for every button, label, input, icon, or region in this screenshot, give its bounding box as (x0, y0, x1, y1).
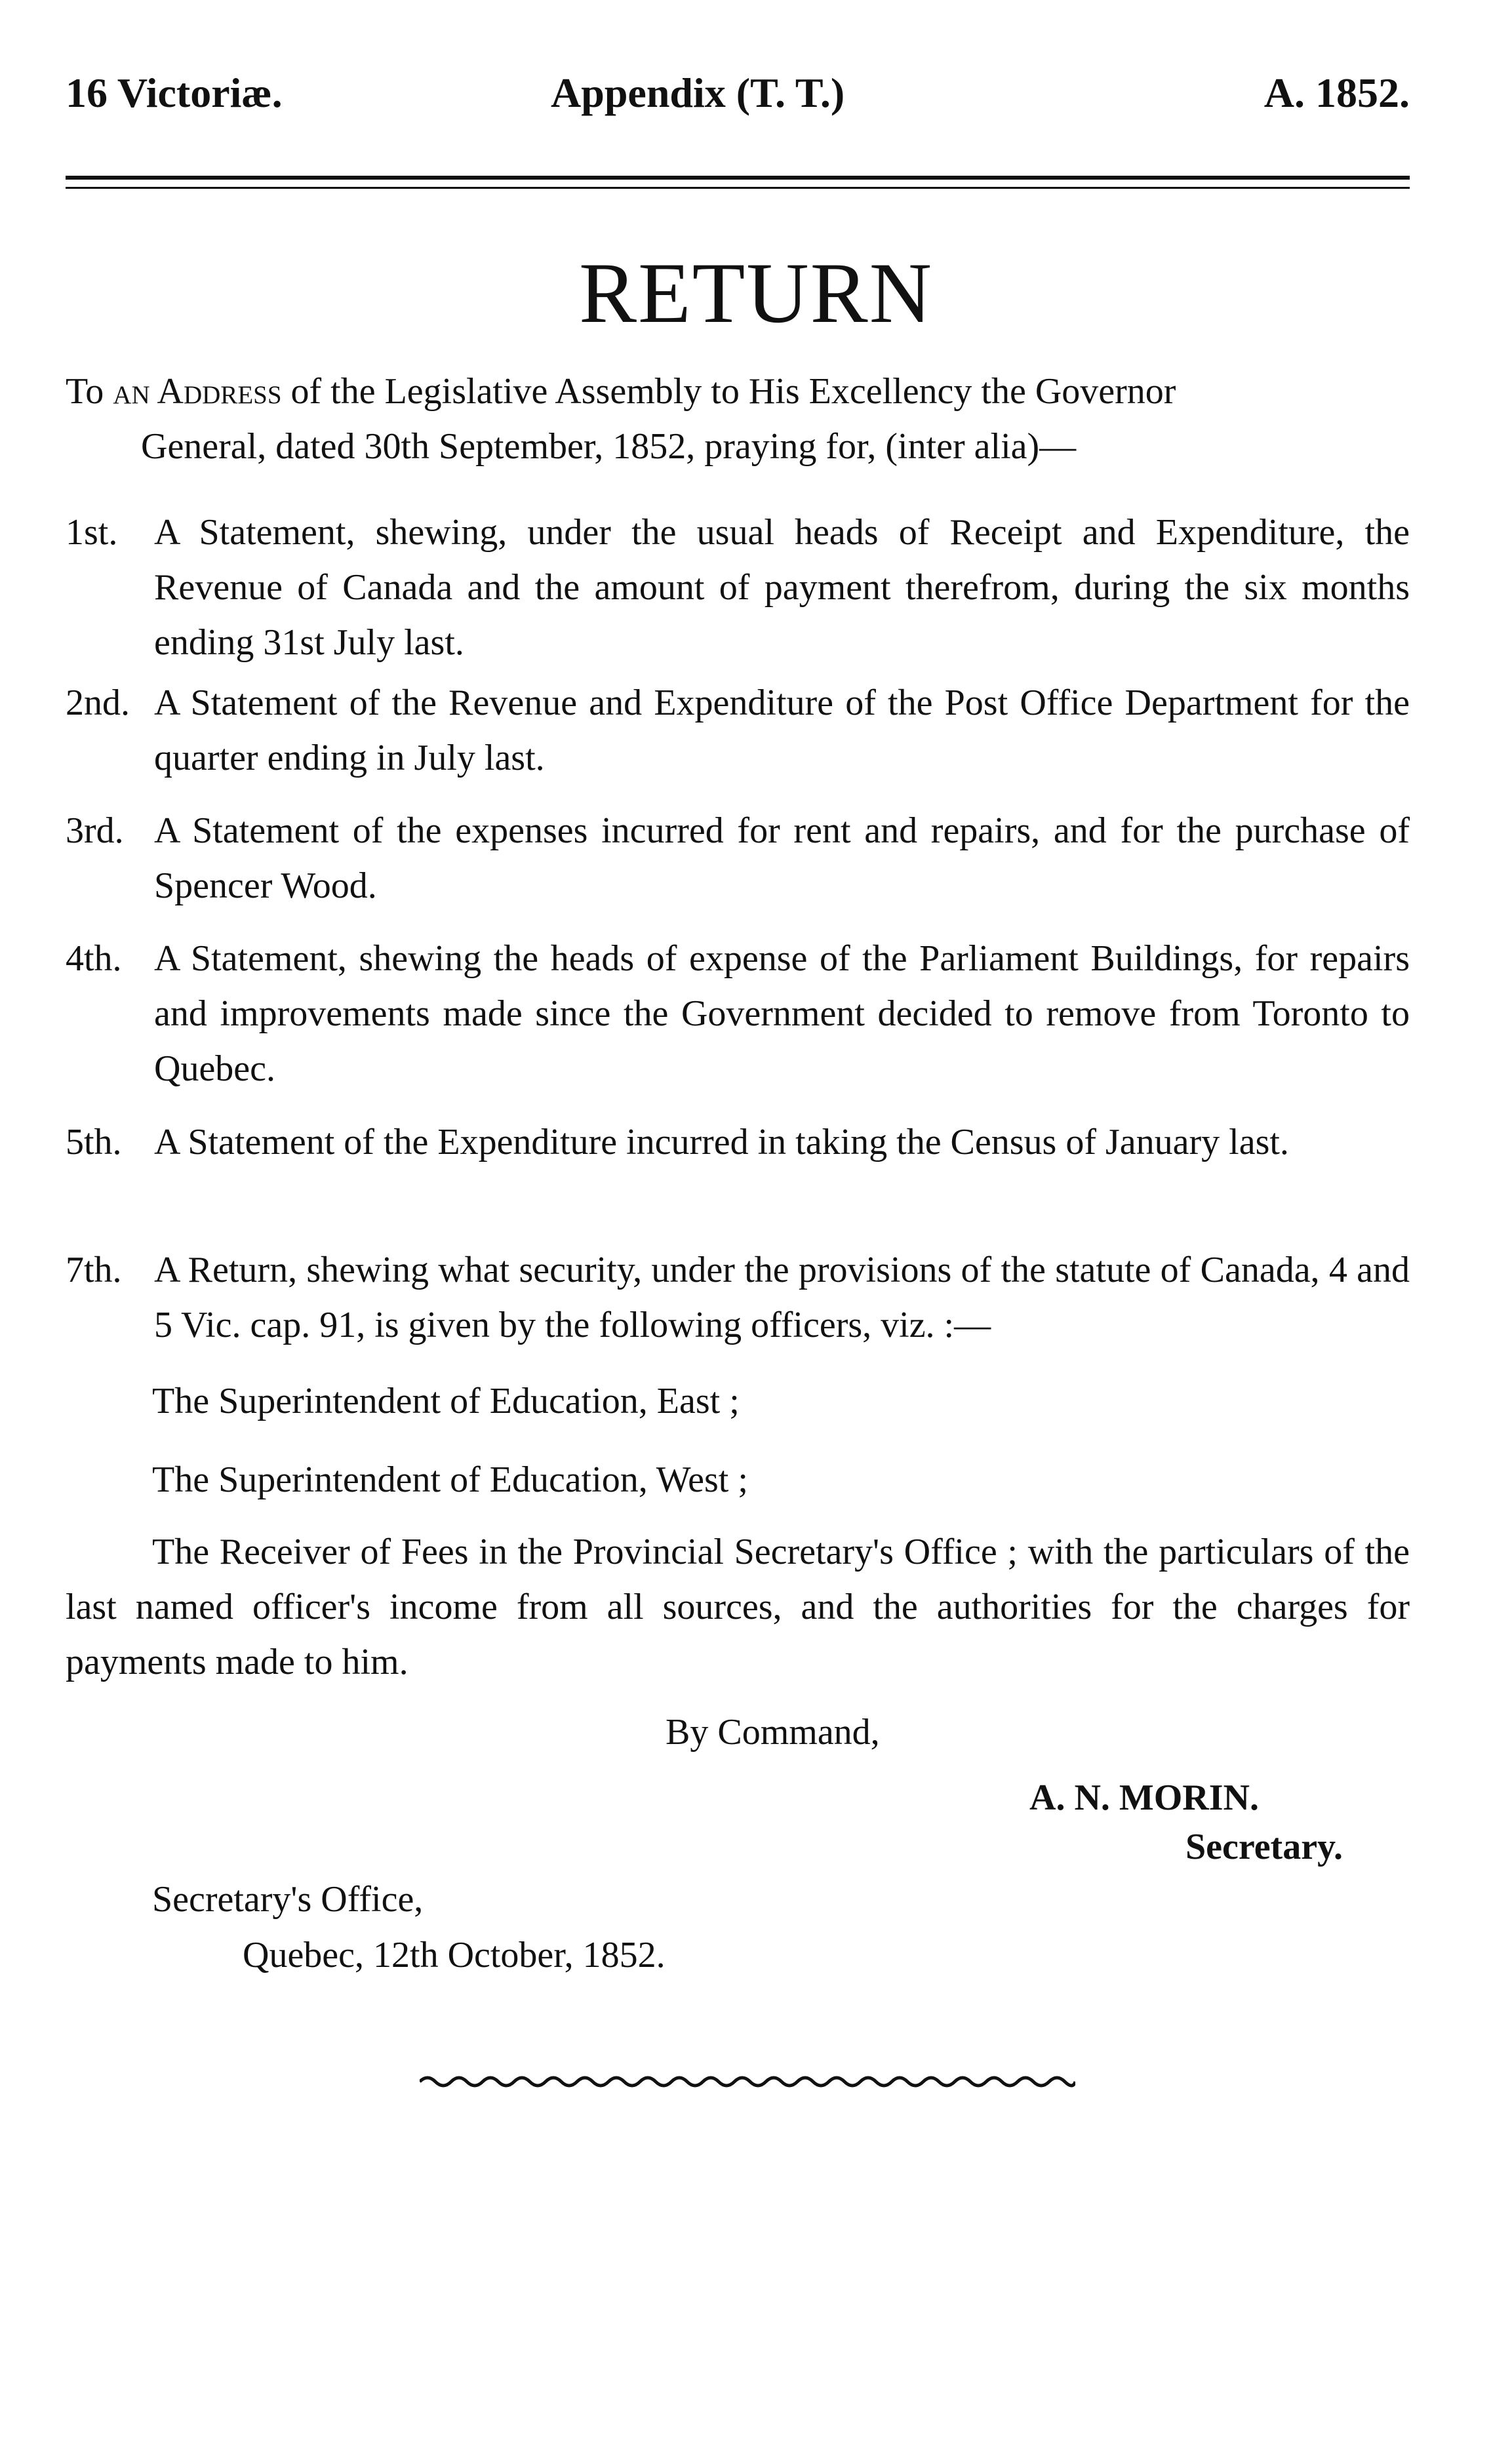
item-text: A Return, shewing what security, under the provisions of the statute of Canada, 4 and 5 Vic. cap. 91, is given by the following officers, viz. :— (154, 1250, 1410, 1345)
intro-line2: General, dated 30th September, 1852, praying for, (inter alia)— (141, 426, 1077, 467)
officer-west: The Superintendent of Education, West ; (152, 1459, 748, 1500)
list-item (66, 931, 1410, 1096)
item-number: 1st. (66, 512, 118, 553)
item-number: 2nd. (66, 683, 130, 723)
item-number: 4th. (66, 938, 122, 979)
item-number: 5th. (66, 1122, 122, 1162)
running-header (66, 69, 1410, 128)
page-title: RETURN (579, 245, 933, 341)
decorative-flourish (420, 2069, 1075, 2095)
list-item (66, 675, 1410, 785)
header-appendix: Appendix (T. T.) (551, 69, 845, 116)
date-line: Quebec, 12th October, 1852. (243, 1935, 666, 1975)
header-year: A. 1852. (1263, 69, 1410, 116)
signer-name: A. N. MORIN. (1029, 1777, 1259, 1818)
officer-receiver: The Receiver of Fees in the Provincial Secretary's Office ; with the particulars of the last named officer's income from all sources, and the authorities for the charges for payments made to him. (66, 1532, 1410, 1682)
signer-title: Secretary. (1185, 1827, 1343, 1867)
item-number: 7th. (66, 1250, 122, 1290)
item-text: A Statement of the Revenue and Expenditure of the Post Office Department for the quarter ending in July last. (154, 683, 1410, 778)
intro-line1: of the Legislative Assembly to His Excellency the Governor (290, 371, 1176, 412)
list-item (66, 803, 1410, 913)
by-command: By Command, (666, 1712, 880, 1753)
header-double-rule (66, 176, 1410, 189)
office-line: Secretary's Office, (152, 1879, 424, 1920)
intro-small-caps: an Address (113, 371, 282, 412)
list-item (66, 1115, 1410, 1170)
header-regnal-year: 16 Victoriæ. (66, 69, 283, 116)
list-item (66, 1242, 1410, 1353)
intro-paragraph (66, 364, 1410, 474)
item-number: 3rd. (66, 810, 124, 851)
item-text: A Statement of the Expenditure incurred in taking the Census of January last. (154, 1122, 1289, 1162)
list-item (66, 505, 1410, 670)
item-text: A Statement, shewing, under the usual heads of Receipt and Expenditure, the Revenue of Canada and the amount of payment therefrom, during the six months ending 31st July last. (154, 512, 1410, 663)
item-text: A Statement of the expenses incurred for rent and repairs, and for the purchase of Spencer Wood. (154, 810, 1410, 906)
officer-east: The Superintendent of Education, East ; (152, 1381, 740, 1421)
item-text: A Statement, shewing the heads of expense of the Parliament Buildings, for repairs and improvements made since the Government decided to remove from Toronto to Quebec. (154, 938, 1410, 1089)
intro-prefix: To (66, 371, 104, 412)
